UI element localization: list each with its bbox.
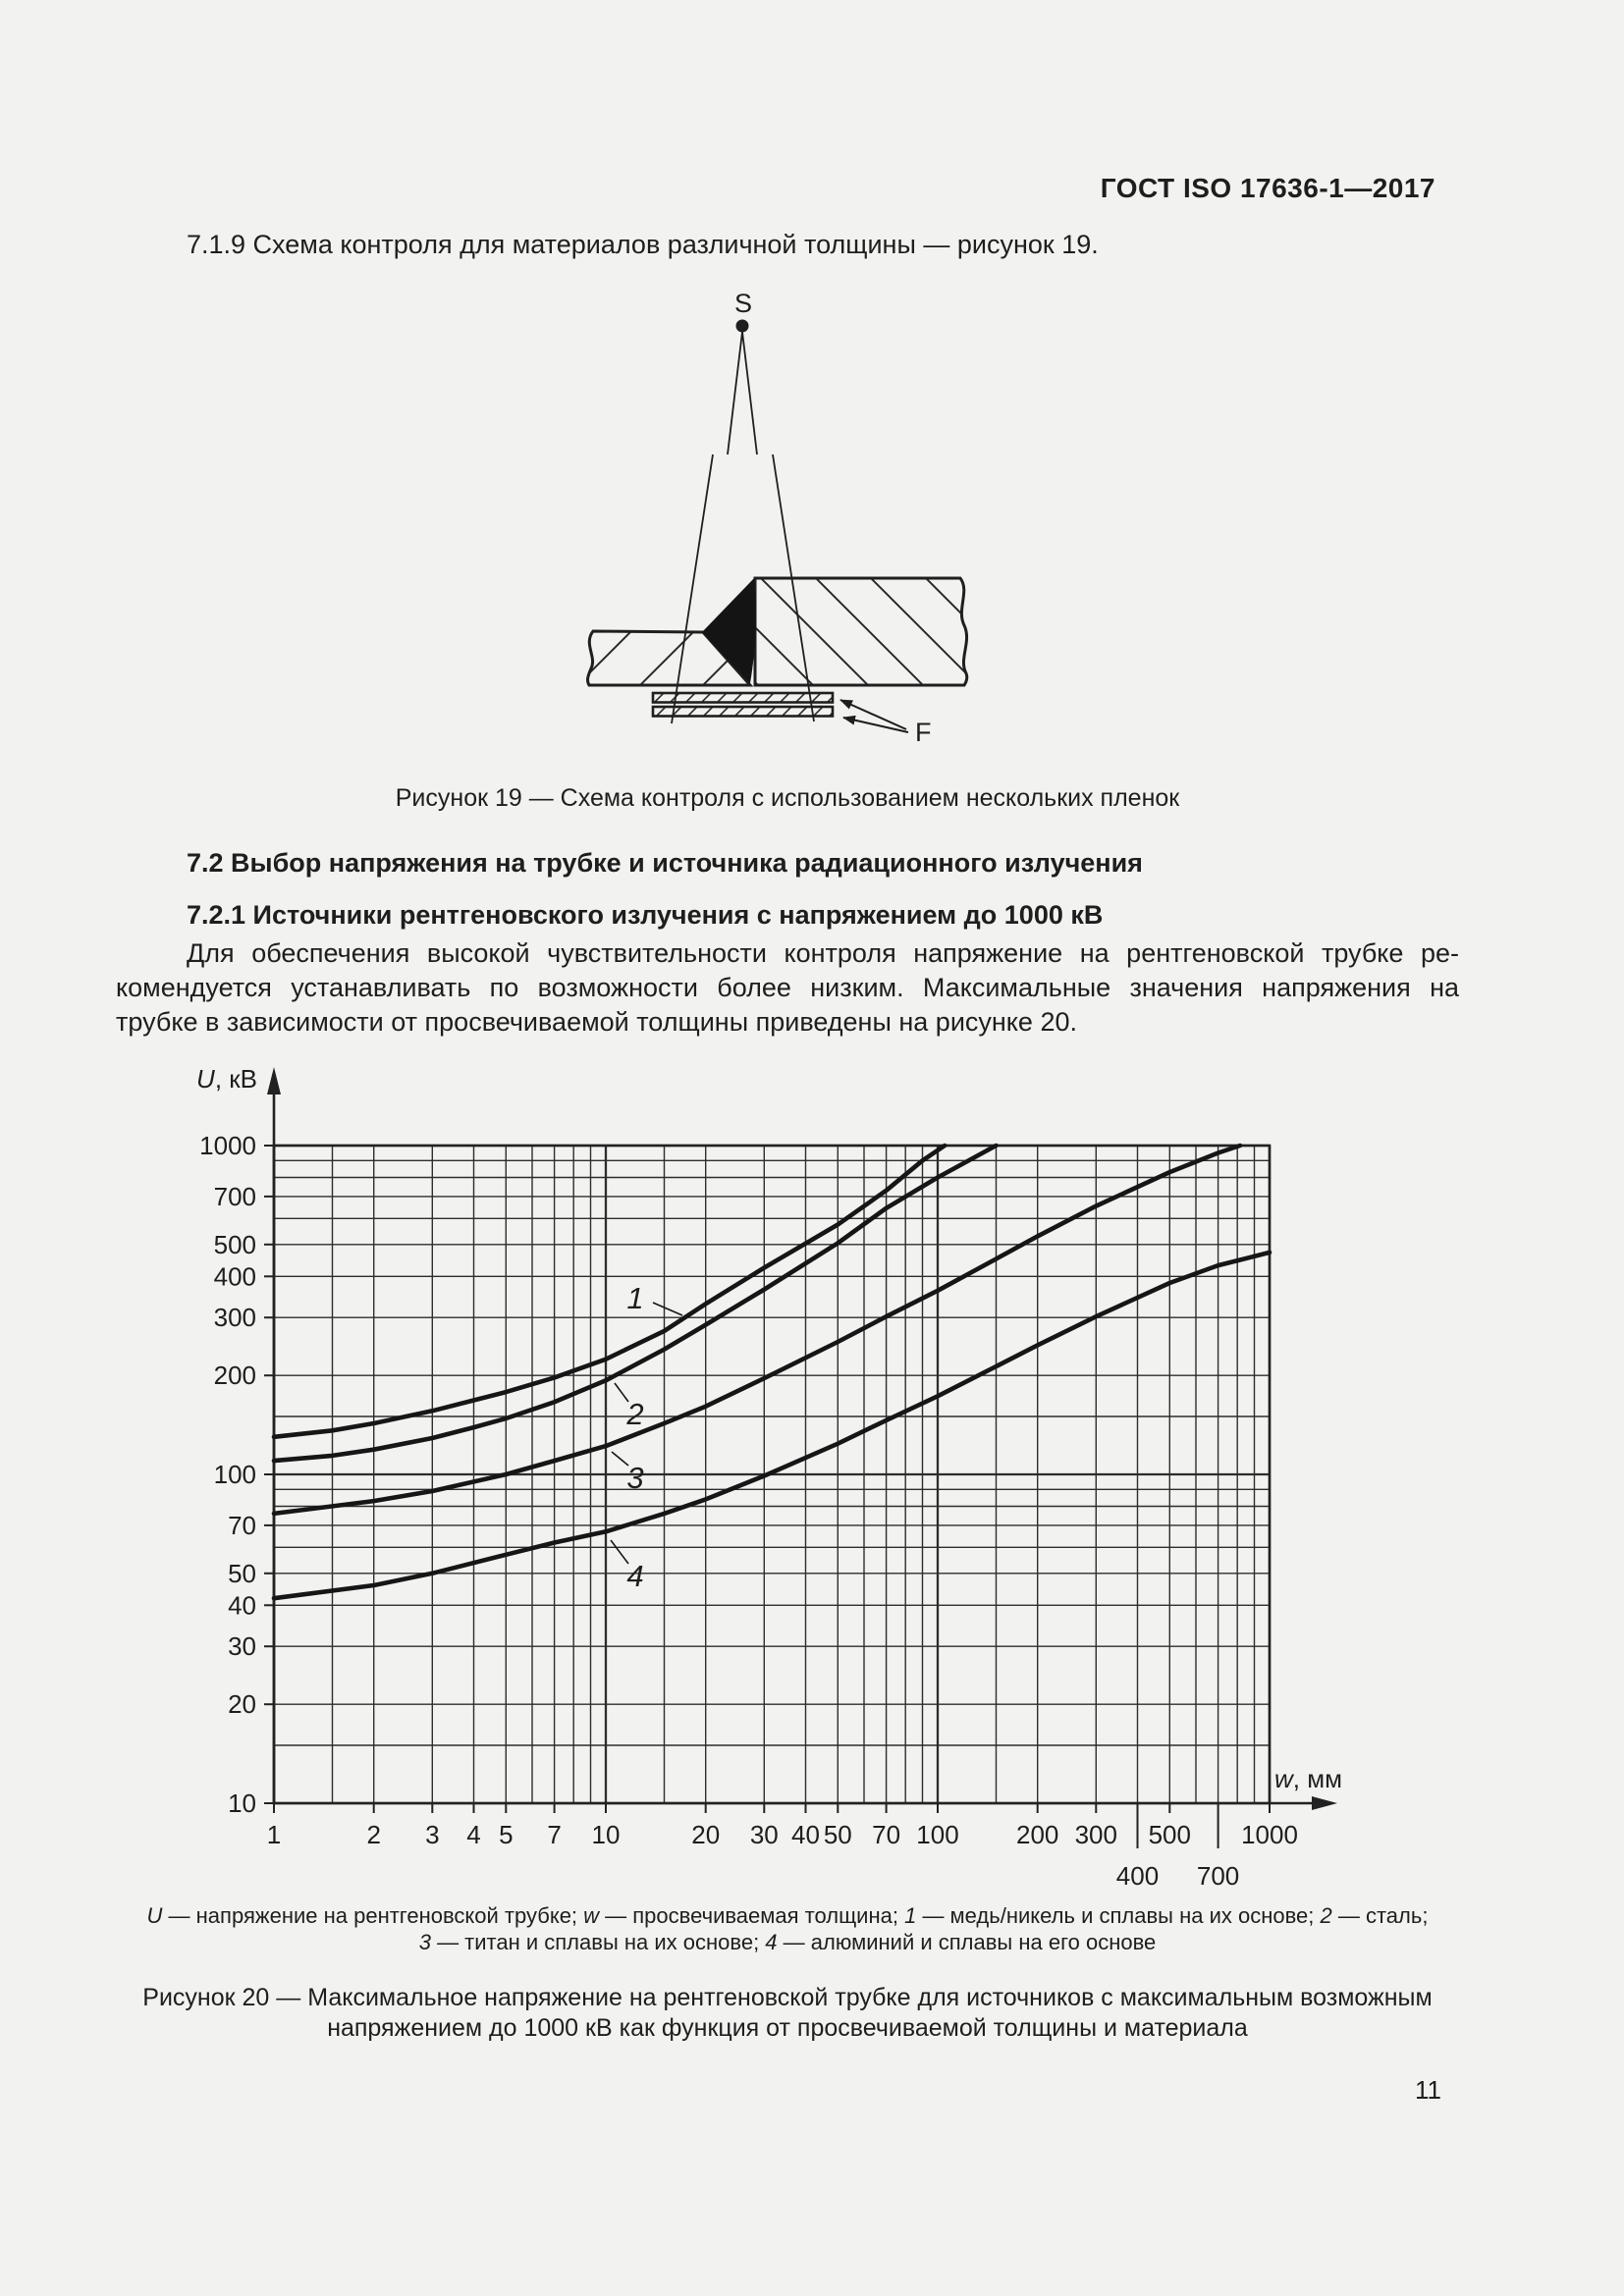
x-tick-label: 300 <box>1074 1820 1117 1849</box>
y-tick-label: 40 <box>228 1590 256 1621</box>
right-plate <box>755 578 967 685</box>
x-tick-label-row2: 400 <box>1115 1861 1160 1890</box>
y-tick-label: 20 <box>228 1689 256 1720</box>
film-strip-2 <box>653 707 833 717</box>
chart-curves <box>274 1146 1270 1598</box>
y-axis-title: U, кВ <box>196 1064 257 1094</box>
film-label: F <box>915 718 932 747</box>
legend-text: — напряжение на рентгеновской трубке; <box>162 1903 584 1928</box>
source-point <box>736 320 749 333</box>
y-tick-label: 70 <box>228 1510 256 1540</box>
y-tick-label: 300 <box>213 1303 256 1333</box>
legend-text: — просвечиваемая толщина; <box>599 1903 905 1928</box>
legend-line <box>96 1902 1479 1929</box>
x-tick-label: 10 <box>591 1820 621 1849</box>
figure-19-diagram <box>412 285 1041 756</box>
curve-3 <box>274 1146 1240 1514</box>
x-axis-title: w, мм <box>1274 1764 1342 1793</box>
figure-20-legend <box>96 1902 1479 1955</box>
y-tick-label: 1000 <box>199 1131 256 1160</box>
beam-inner-lines <box>728 332 757 454</box>
paragraph-line: трубке в зависимости от просвечиваемой толщины приведены на рисунке 20. <box>116 1007 1077 1037</box>
page-header-standard-number: ГОСТ ISO 17636-1—2017 <box>1100 173 1435 203</box>
x-tick-label: 7 <box>547 1820 562 1849</box>
y-tick-label: 200 <box>213 1361 256 1391</box>
legend-variable: w <box>583 1903 600 1928</box>
y-tick-label: 700 <box>213 1181 256 1211</box>
x-tick-label: 1000 <box>1241 1820 1298 1849</box>
y-tick-label: 400 <box>213 1261 256 1292</box>
page-number: 11 <box>1415 2075 1441 2105</box>
curve-label-1: 1 <box>626 1281 644 1315</box>
x-tick-label: 30 <box>749 1820 779 1849</box>
x-tick-label-row2: 700 <box>1196 1861 1240 1890</box>
figure-19-caption: Рисунок 19 — Схема контроля с использованием нескольких пленок <box>395 784 1180 812</box>
legend-variable: U <box>146 1903 163 1928</box>
x-tick-label: 40 <box>791 1820 820 1849</box>
figure-20-svg <box>88 1055 1384 1890</box>
figure-20-caption-line: Рисунок 20 — Максимальное напряжение на рентгеновской трубке для источников с максимальным возможным <box>142 1984 1433 2011</box>
legend-variable: 4 <box>765 1930 778 1954</box>
legend-text: — алюминий и сплавы на его основе <box>777 1930 1157 1954</box>
y-tick-label: 10 <box>228 1789 256 1818</box>
y-tick-label: 100 <box>213 1460 256 1489</box>
x-tick-label: 200 <box>1016 1820 1059 1849</box>
curve-label-2: 2 <box>626 1397 644 1431</box>
legend-text: — сталь; <box>1331 1903 1429 1928</box>
section-heading-7-2-1: 7.2.1 Источники рентгеновского излучения с напряжением до 1000 кВ <box>187 900 1104 930</box>
y-tick-label: 50 <box>228 1558 256 1588</box>
x-tick-label: 3 <box>425 1820 440 1849</box>
legend-variable: 2 <box>1320 1903 1332 1928</box>
curve-4 <box>274 1253 1270 1598</box>
body-paragraph <box>116 936 1459 1040</box>
legend-text: — титан и сплавы на их основе; <box>430 1930 766 1954</box>
x-tick-label: 500 <box>1148 1820 1191 1849</box>
x-tick-label: 1 <box>266 1820 282 1849</box>
x-tick-label: 2 <box>366 1820 381 1849</box>
curve-1 <box>274 1146 945 1437</box>
legend-variable: 1 <box>904 1903 917 1928</box>
legend-variable: 3 <box>418 1930 431 1954</box>
x-tick-label: 100 <box>916 1820 959 1849</box>
clause-7-1-9: 7.1.9 Схема контроля для материалов различной толщины — рисунок 19. <box>187 230 1099 259</box>
x-tick-label: 50 <box>823 1820 852 1849</box>
curve-label-3: 3 <box>626 1461 644 1495</box>
paragraph-line: комендуется устанавливать по возможности более низким. Максимальные значения напряжения на <box>116 973 1459 1002</box>
y-tick-label: 500 <box>213 1229 256 1259</box>
paragraph-line: Для обеспечения высокой чувствительности контроля напряжение на рентгеновской трубке ре- <box>187 938 1459 968</box>
figure-20-caption-line: напряжением до 1000 кВ как функция от просвечиваемой толщины и материала <box>327 2014 1248 2042</box>
section-heading-7-2: 7.2 Выбор напряжения на трубке и источника радиационного излучения <box>187 848 1143 878</box>
figure-19-svg <box>412 285 1041 756</box>
x-tick-label: 70 <box>872 1820 901 1849</box>
film-strip-1 <box>653 693 833 703</box>
curve-label-4: 4 <box>626 1559 644 1593</box>
source-label: S <box>733 289 753 318</box>
x-tick-label: 4 <box>466 1820 481 1849</box>
x-tick-label: 5 <box>499 1820 514 1849</box>
legend-line <box>96 1929 1479 1955</box>
legend-text: — медь/никель и сплавы на их основе; <box>916 1903 1321 1928</box>
x-tick-label: 20 <box>691 1820 721 1849</box>
y-tick-label: 30 <box>228 1631 256 1662</box>
figure-20-chart <box>88 1055 1384 1890</box>
figure-20-caption <box>116 1983 1459 2044</box>
